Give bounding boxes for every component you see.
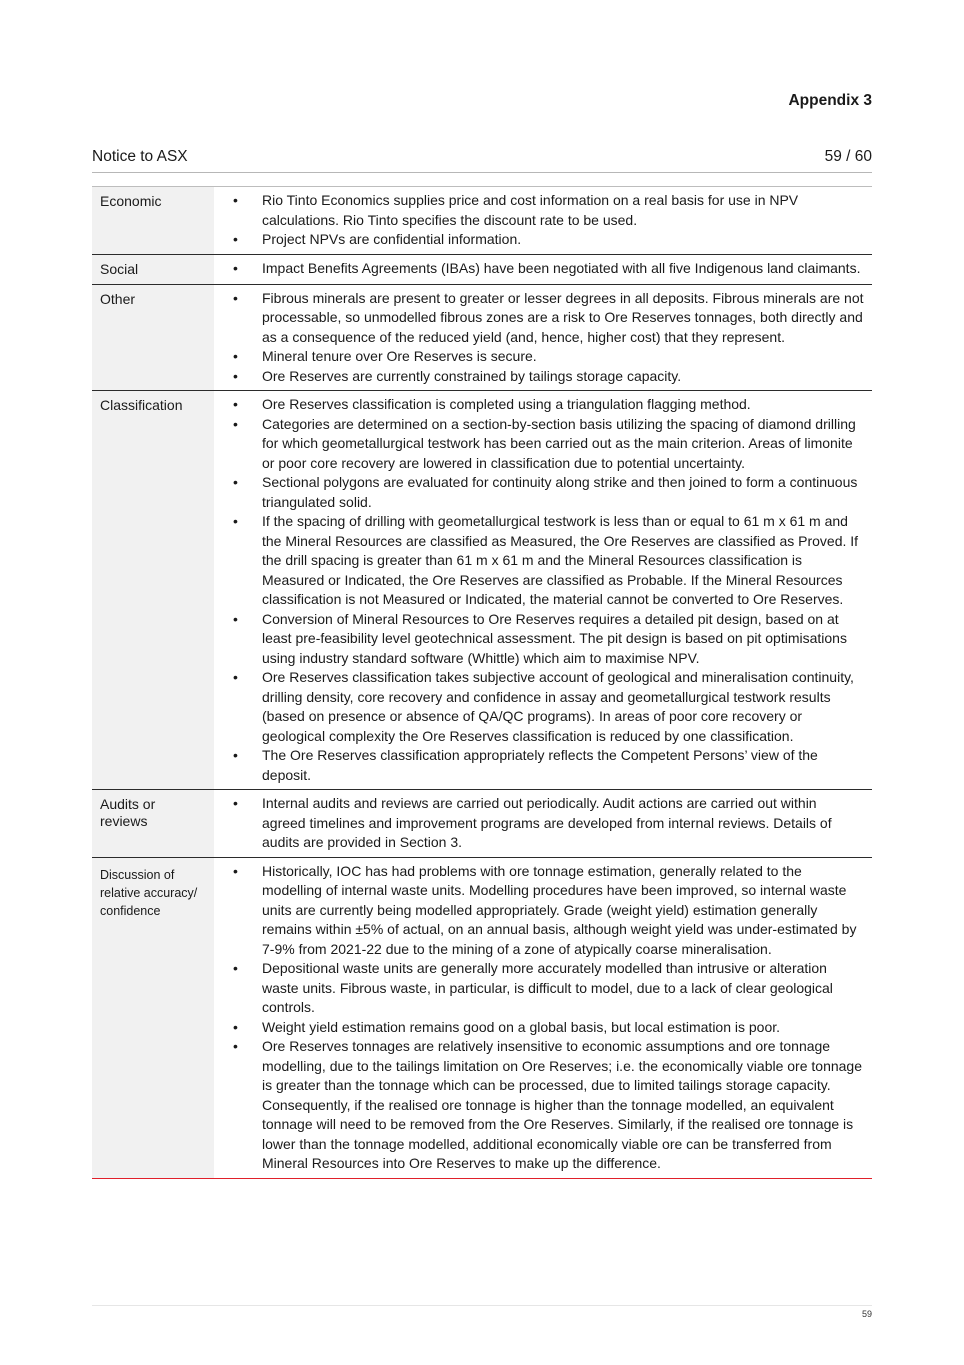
bullet-icon: • bbox=[233, 259, 238, 276]
list-item: • Weight yield estimation remains good on a global basis, but local estimation is poor. bbox=[214, 1018, 864, 1038]
row-content bbox=[214, 391, 872, 789]
list-item: • Ore Reserves classification takes subjective account of geological and mineralisation continuity, drilling density, core recovery and confidence in assay and geometallurgical testwork results (based on presence or absence of QA/QC programs). In areas of poor core recovery or geological complexity the Ore Reserves classification is reduced by one classification. bbox=[233, 669, 854, 744]
table-row-social bbox=[92, 255, 872, 285]
list-item: • Historically, IOC has had problems with ore tonnage estimation, generally related to the modelling of internal waste units. Modelling procedures have been improved, so internal waste units are currently being modelled appropriately. Grade (weight yield) estimation generally remains within ±5% of actual, on an annual basis, although weight yield was under-estimated by 7-9% from 2021-22 due to the mining of a zone of atypically coarse mineralisation. bbox=[233, 862, 857, 957]
table-row-audits bbox=[92, 790, 872, 858]
row-content bbox=[214, 255, 872, 284]
page-count: 59 / 60 bbox=[824, 148, 872, 165]
criteria-table bbox=[92, 186, 872, 1179]
row-content bbox=[214, 790, 872, 857]
row-content bbox=[214, 285, 872, 391]
document-title: Notice to ASX bbox=[92, 148, 188, 165]
bullet-icon: • bbox=[233, 231, 238, 247]
bullet-icon: • bbox=[233, 960, 238, 976]
page-number: 59 bbox=[861, 1309, 872, 1319]
table-row-other bbox=[92, 285, 872, 392]
list-item: • Ore Reserves tonnages are relatively insensitive to economic assumptions and ore tonnage modelling, due to the tailings limitation on Ore Reserves; i.e. the economically viable ore tonnage is greater than the tonnage which can be processed, due to limited tailings storage capacity. Consequently, if the realised ore tonnage is higher than the tonnage modelled, an equivalent tonnage will need to be removed from the Ore Reserves. Similarly, if the realised ore tonnage is lower than the tonnage modelled, additional economically viable ore can be transferred from Mineral Resources into Ore Reserves to make up the difference. bbox=[233, 1038, 862, 1171]
list-item: • Ore Reserves are currently constrained by tailings storage capacity. bbox=[214, 367, 864, 387]
row-label: Economic bbox=[92, 187, 214, 254]
bullet-icon: • bbox=[233, 795, 238, 811]
row-label: Discussion of relative accuracy/ confidence bbox=[92, 858, 214, 1178]
bullet-icon: • bbox=[233, 367, 238, 384]
bullet-icon: • bbox=[233, 747, 238, 763]
bullet-icon: • bbox=[233, 1018, 238, 1035]
list-item: • Impact Benefits Agreements (IBAs) have been negotiated with all five Indigenous land claimants. bbox=[214, 259, 864, 279]
bullet-icon: • bbox=[233, 289, 238, 306]
list-item: • Mineral tenure over Ore Reserves is secure. bbox=[214, 347, 864, 367]
bullet-icon: • bbox=[233, 348, 238, 364]
bullet-icon: • bbox=[233, 513, 238, 529]
list-item: • The Ore Reserves classification appropriately reflects the Competent Persons’ view of the deposit. bbox=[233, 747, 818, 783]
list-item: • Rio Tinto Economics supplies price and cost information on a real basis for use in NPV calculations. Rio Tinto specifies the discount rate to be used. bbox=[233, 192, 799, 228]
bullet-icon: • bbox=[233, 474, 238, 490]
list-item: • Depositional waste units are generally more accurately modelled than intrusive or alteration waste units. Fibrous waste, in particular, is difficult to model, due to a lack of clear geological controls. bbox=[233, 960, 833, 1015]
list-item: • Sectional polygons are evaluated for continuity along strike and then joined to form a continuous triangulated solid. bbox=[233, 474, 858, 510]
list-item: • Categories are determined on a section-by-section basis utilizing the spacing of diamond drilling for which geometallurgical testwork has been carried out as the main criterion. Areas of limonite or poor core recovery are lowered in classification due to potential uncertainty. bbox=[233, 415, 856, 471]
row-label: Social bbox=[92, 255, 214, 284]
bullet-icon: • bbox=[233, 396, 238, 412]
bullet-icon: • bbox=[233, 415, 238, 432]
page-header bbox=[92, 148, 872, 173]
bullet-icon: • bbox=[233, 669, 238, 685]
row-label: Audits or reviews bbox=[92, 790, 214, 857]
list-item: • Internal audits and reviews are carried out periodically. Audit actions are carried out within agreed timelines and improvement programs are developed from internal reviews. Details of audits are provided in Section 3. bbox=[233, 795, 832, 850]
list-item: • If the spacing of drilling with geometallurgical testwork is less than or equal to 61 m x 61 m and the Mineral Resources are classified as Measured, the Ore Reserves are classified as Proved. If the drill spacing is greater than 61 m x 61 m and the Mineral Resources classification is Measured or Indicated, the Ore Reserves are classified as Probable. If the Mineral Resources classification is not Measured or Indicated, the material cannot be converted to Ore Reserves. bbox=[233, 513, 859, 607]
list-item: • Ore Reserves classification is completed using a triangulation flagging method. bbox=[214, 395, 864, 415]
row-content bbox=[214, 187, 872, 254]
list-item: • Fibrous minerals are present to greater or lesser degrees in all deposits. Fibrous minerals are not processable, so unmodelled fibrous zones are a risk to Ore Reserves tonnages, both directly and as a consequence of the reduced yield (and, hence, higher cost) that they represent. bbox=[233, 289, 864, 345]
list-item: • Conversion of Mineral Resources to Ore Reserves requires a detailed pit design, based on at least pre-feasibility level geotechnical assessment. The pit design is based on pit optimisations using industry standard software (Whittle) which aim to maximise NPV. bbox=[233, 610, 847, 666]
row-label: Other bbox=[92, 285, 214, 391]
bullet-icon: • bbox=[233, 610, 238, 627]
table-row-classification bbox=[92, 391, 872, 790]
list-item: • Project NPVs are confidential information. bbox=[214, 230, 864, 250]
bullet-icon: • bbox=[233, 192, 238, 208]
bullet-icon: • bbox=[233, 862, 238, 879]
row-content bbox=[214, 858, 872, 1178]
table-row-economic bbox=[92, 186, 872, 255]
table-row-discussion bbox=[92, 858, 872, 1179]
bullet-icon: • bbox=[233, 1038, 238, 1054]
footer-divider bbox=[92, 1305, 872, 1306]
appendix-heading: Appendix 3 bbox=[788, 92, 872, 109]
row-label: Classification bbox=[92, 391, 214, 789]
